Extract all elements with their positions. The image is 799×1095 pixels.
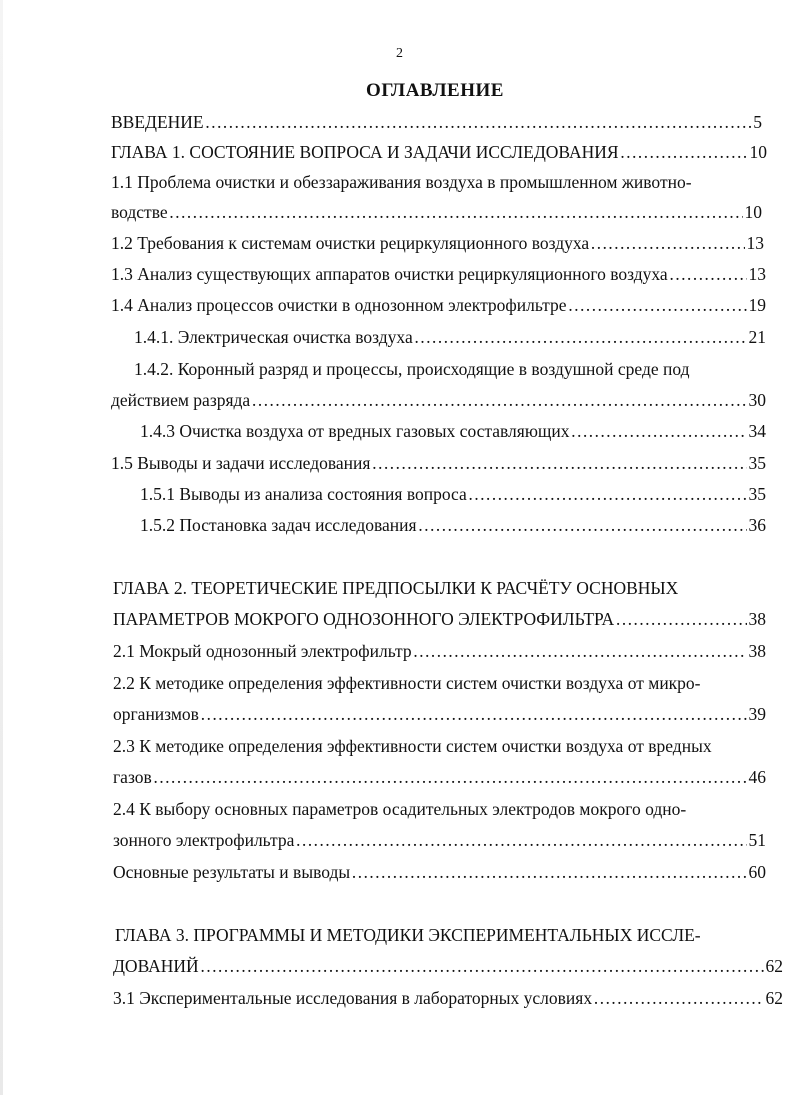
dot-leader [205,112,752,133]
toc-entry-2-2 [113,704,766,734]
toc-entry-text: 1.4.3 Очистка воздуха от вредных газовых составляющих [140,421,570,441]
toc-entry-2-4-line1: 2.4 К выбору основных параметров осадительных электродов мокрого одно- [113,799,687,819]
toc-entry-text: 1.5.1 Выводы из анализа состояния вопроса [140,484,467,504]
toc-entry-1-3 [111,264,766,294]
dot-leader [593,988,763,1009]
toc-entry-2-2-line1: 2.2 К методике определения эффективности систем очистки воздуха от микро- [113,673,701,693]
toc-entry-intro [111,112,762,142]
toc-entry-1-4-1 [134,327,766,357]
toc-entry-text: ДОВАНИЙ [113,956,199,976]
toc-entry-page: 13 [748,264,766,284]
toc-entry-page: 21 [748,327,766,347]
toc-entry-text: 1.3 Анализ существующих аппаратов очистки рециркуляционного воздуха [111,264,668,284]
dot-leader [568,295,747,316]
toc-entry-page: 60 [748,862,766,882]
toc-entry-page: 38 [748,609,766,629]
toc-entry-2-1 [113,641,766,671]
toc-entry-1-1-line1: 1.1 Проблема очистки и обеззараживания воздуха в промышленном животно- [111,172,692,192]
toc-entry-3-1 [113,988,783,1018]
toc-entry-page: 10 [749,142,767,162]
toc-entry-text: 3.1 Экспериментальные исследования в лабораторных условиях [113,988,593,1008]
toc-entry-1-1 [111,202,762,232]
toc-entry-1-4-2-line1: 1.4.2. Коронный разряд и процессы, происходящие в воздушной среде под [134,359,690,379]
toc-entry-page: 39 [748,704,766,724]
dot-leader [669,264,747,285]
toc-entry-1-5-1 [140,484,766,514]
toc-entry-page: 10 [744,202,762,222]
toc-entry-text: Основные результаты и выводы [113,862,351,882]
toc-entry-text: газов [113,767,152,787]
dot-leader [413,641,747,662]
page-number: 2 [396,46,403,61]
toc-entry-text: 1.4.1. Электрическая очистка воздуха [134,327,413,347]
toc-entry-1-5 [111,453,766,483]
toc-entry-text: зонного электрофильтра [113,830,295,850]
toc-entry-chapter-3 [113,956,783,986]
dot-leader [351,862,746,883]
toc-entry-2-3 [113,767,766,797]
dot-leader [295,830,746,851]
toc-entry-text: 1.5 Выводы и задачи исследования [111,453,371,473]
toc-entry-chapter-3-line1: ГЛАВА 3. ПРОГРАММЫ И МЕТОДИКИ ЭКСПЕРИМЕНТАЛЬНЫХ ИССЛЕ- [115,925,701,945]
dot-leader [200,956,764,977]
dot-leader [571,421,747,442]
toc-heading: ОГЛАВЛЕНИЕ [366,80,504,101]
toc-entry-page: 51 [748,830,766,850]
dot-leader [468,484,747,505]
dot-leader [200,704,747,725]
toc-entry-page: 13 [746,233,764,253]
toc-entry-text: 1.5.2 Постановка задач исследования [140,515,417,535]
dot-leader [418,515,747,536]
dot-leader [590,233,744,254]
toc-entry-text: 1.2 Требования к системам очистки рециркуляционного воздуха [111,233,590,253]
toc-entry-1-2 [111,233,764,263]
toc-entry-text: 2.1 Мокрый однозонный электрофильтр [113,641,412,661]
toc-entry-page: 62 [765,956,783,976]
dot-leader [169,202,743,223]
dot-leader [620,142,748,163]
scan-edge [0,0,3,1095]
toc-entry-1-4 [111,295,766,325]
toc-entry-page: 35 [748,453,766,473]
toc-entry-page: 19 [748,295,766,315]
dot-leader [251,390,746,411]
toc-entry-chapter-2 [113,609,766,639]
toc-entry-page: 35 [748,484,766,504]
toc-entry-text: действием разряда [111,390,251,410]
toc-entry-text: ВВЕДЕНИЕ [111,112,204,132]
toc-entry-page: 30 [748,390,766,410]
toc-entry-text: ГЛАВА 1. СОСТОЯНИЕ ВОПРОСА И ЗАДАЧИ ИССЛЕДОВАНИЯ [111,142,619,162]
toc-entry-text: водстве [111,202,168,222]
toc-entry-2-4 [113,830,766,860]
toc-entry-page: 62 [765,988,783,1008]
toc-entry-page: 34 [748,421,766,441]
toc-entry-page: 5 [753,112,762,132]
toc-entry-page: 38 [748,641,766,661]
toc-entry-page: 36 [748,515,766,535]
toc-entry-2-3-line1: 2.3 К методике определения эффективности систем очистки воздуха от вредных [113,736,712,756]
toc-entry-1-5-2 [140,515,766,545]
dot-leader [414,327,747,348]
toc-entry-1-4-3 [140,421,766,451]
dot-leader [371,453,746,474]
toc-entry-page: 46 [748,767,766,787]
toc-entry-text: организмов [113,704,199,724]
toc-entry-text: ПАРАМЕТРОВ МОКРОГО ОДНОЗОННОГО ЭЛЕКТРОФИЛЬТРА [113,609,615,629]
dot-leader [615,609,746,630]
dot-leader [153,767,747,788]
toc-entry-text: 1.4 Анализ процессов очистки в однозонном электрофильтре [111,295,567,315]
toc-entry-results [113,862,766,892]
toc-entry-chapter-1 [111,142,767,172]
toc-entry-1-4-2 [111,390,766,420]
toc-entry-chapter-2-line1: ГЛАВА 2. ТЕОРЕТИЧЕСКИЕ ПРЕДПОСЫЛКИ К РАСЧЁТУ ОСНОВНЫХ [113,578,679,598]
